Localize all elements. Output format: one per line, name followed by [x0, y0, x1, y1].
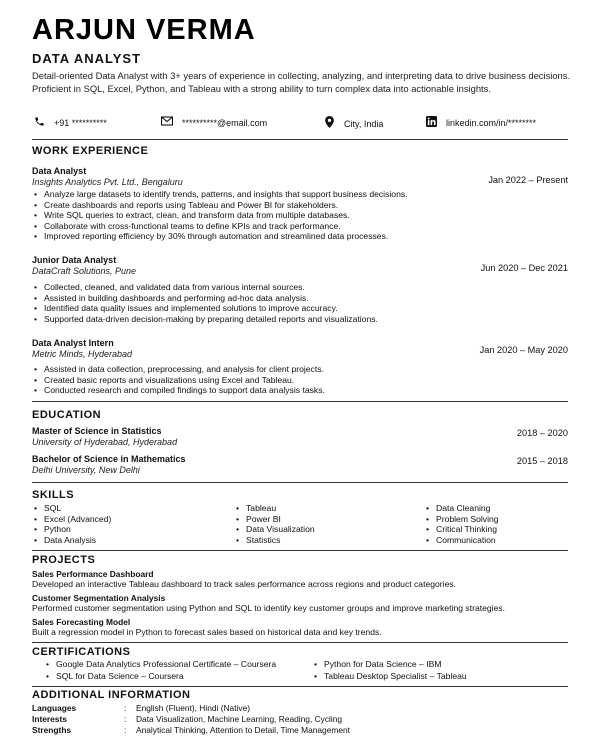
- list-item: • Conducted research and compiled findings to support data analysis tasks.: [32, 385, 552, 396]
- skill-item: • Excel (Advanced): [32, 514, 111, 525]
- info-row-interests: [32, 714, 568, 725]
- project-description: Developed an interactive Tableau dashboard to track sales performance across regions and product categories.: [32, 579, 457, 589]
- section-title-education: EDUCATION: [32, 409, 102, 421]
- divider: [32, 642, 568, 643]
- job-bullets: [32, 189, 552, 242]
- certifications-column-1: [44, 659, 276, 682]
- certification-item: • SQL for Data Science – Coursera: [44, 671, 276, 683]
- contact-linkedin-text: linkedin.com/in/********: [446, 118, 537, 128]
- certification-item: • Tableau Desktop Specialist – Tableau: [312, 671, 467, 683]
- project-title: Sales Performance Dashboard: [32, 569, 154, 579]
- job-bullets: [32, 364, 552, 396]
- skill-item: • SQL: [32, 503, 111, 514]
- skills-column-2: [234, 503, 315, 545]
- info-value: Data Visualization, Machine Learning, Reading, Cycling: [136, 714, 343, 724]
- list-item: • Write SQL queries to extract, clean, and transform data from multiple databases.: [32, 210, 552, 221]
- skill-item: • Data Cleaning: [424, 503, 499, 514]
- job-dates: Jan 2022 – Present: [488, 175, 568, 185]
- skill-item: • Critical Thinking: [424, 524, 499, 535]
- education-dates: 2015 – 2018: [516, 456, 568, 466]
- info-value: Analytical Thinking, Attention to Detail, Time Management: [136, 725, 350, 735]
- job-title: Junior Data Analyst: [32, 255, 117, 265]
- info-label: Strengths: [32, 725, 72, 735]
- job-company: DataCraft Solutions, Pune: [32, 266, 137, 276]
- job-title: Data Analyst Intern: [32, 338, 114, 348]
- certification-item: • Python for Data Science – IBM: [312, 659, 467, 671]
- contact-bar: [32, 116, 568, 132]
- skill-item: • Data Analysis: [32, 535, 111, 546]
- contact-email[interactable]: [160, 116, 267, 129]
- job-title-header: DATA ANALYST: [32, 51, 142, 66]
- project-title: Sales Forecasting Model: [32, 617, 131, 627]
- job-bullets: [32, 282, 552, 324]
- list-item: • Collected, cleaned, and validated data from various internal sources.: [32, 282, 552, 293]
- linkedin-icon: [424, 116, 438, 130]
- school-name: University of Hyderabad, Hyderabad: [32, 437, 178, 447]
- job-dates: Jun 2020 – Dec 2021: [480, 263, 568, 273]
- job-dates: Jan 2020 – May 2020: [479, 345, 568, 355]
- divider: [32, 686, 568, 687]
- section-title-certifications: CERTIFICATIONS: [32, 646, 131, 658]
- skill-item: • Tableau: [234, 503, 315, 514]
- info-colon: :: [124, 703, 127, 713]
- education-dates: 2018 – 2020: [516, 428, 568, 438]
- section-title-additional: ADDITIONAL INFORMATION: [32, 689, 191, 701]
- email-icon: [160, 116, 174, 129]
- skill-item: • Communication: [424, 535, 499, 546]
- info-label: Languages: [32, 703, 77, 713]
- contact-location: [322, 116, 383, 131]
- contact-email-text: **********@email.com: [182, 117, 268, 128]
- info-colon: :: [124, 714, 127, 724]
- job-company: Metric Minds, Hyderabad: [32, 349, 133, 359]
- section-title-skills: SKILLS: [32, 489, 75, 501]
- candidate-name: ARJUN VERMA: [32, 14, 256, 46]
- section-title-experience: WORK EXPERIENCE: [32, 145, 149, 157]
- degree-title: Master of Science in Statistics: [32, 426, 162, 436]
- list-item: • Collaborate with cross-functional teams to define KPIs and track performance.: [32, 221, 552, 232]
- degree-title: Bachelor of Science in Mathematics: [32, 454, 186, 464]
- project-description: Performed customer segmentation using Python and SQL to identify key customer groups and improve marketing strategies.: [32, 603, 506, 613]
- skill-item: • Problem Solving: [424, 514, 499, 525]
- info-row-strengths: [32, 725, 568, 736]
- list-item: • Supported data-driven decision-making by preparing detailed reports and visualizations.: [32, 314, 552, 325]
- job-company: Insights Analytics Pvt. Ltd., Bengaluru: [32, 177, 183, 187]
- divider: [32, 401, 568, 402]
- divider: [32, 550, 568, 551]
- skill-item: • Python: [32, 524, 111, 535]
- contact-linkedin[interactable]: [424, 116, 536, 130]
- project-title: Customer Segmentation Analysis: [32, 593, 166, 603]
- info-colon: :: [124, 725, 127, 735]
- contact-phone-text: +91 **********: [54, 118, 107, 128]
- info-row-languages: [32, 703, 568, 714]
- list-item: • Create dashboards and reports using Tableau and Power BI for stakeholders.: [32, 200, 552, 211]
- list-item: • Assisted in data collection, preprocessing, and analysis for client projects.: [32, 364, 552, 375]
- info-label: Interests: [32, 714, 67, 724]
- location-pin-icon: [322, 116, 336, 131]
- contact-location-text: City, India: [344, 118, 384, 129]
- skill-item: • Data Visualization: [234, 524, 315, 535]
- certifications-column-2: [312, 659, 467, 682]
- job-title: Data Analyst: [32, 166, 87, 176]
- info-value: English (Fluent), Hindi (Native): [136, 703, 251, 713]
- school-name: Delhi University, New Delhi: [32, 465, 140, 475]
- project-description: Built a regression model in Python to forecast sales based on historical data and key trends.: [32, 627, 382, 637]
- list-item: • Created basic reports and visualizations using Excel and Tableau.: [32, 375, 552, 386]
- section-title-projects: PROJECTS: [32, 554, 96, 566]
- list-item: • Assisted in building dashboards and performing ad-hoc data analysis.: [32, 293, 552, 304]
- list-item: • Analyze large datasets to identify trends, patterns, and insights that support business decisions.: [32, 189, 552, 200]
- skill-item: • Statistics: [234, 535, 315, 546]
- phone-icon: [32, 116, 46, 130]
- skills-column-3: [424, 503, 499, 545]
- list-item: • Identified data quality issues and implemented solutions to improve accuracy.: [32, 303, 552, 314]
- divider: [32, 139, 568, 140]
- certification-item: • Google Data Analytics Professional Certificate – Coursera: [44, 659, 276, 671]
- professional-summary: Detail-oriented Data Analyst with 3+ years of experience in collecting, analyzing, and interpreting data to drive business decisions. Proficient in SQL, Excel, Python, and Tableau with a strong ability to turn complex data into actionable insights.: [32, 70, 571, 94]
- divider: [32, 482, 568, 483]
- skills-column-1: [32, 503, 111, 545]
- skill-item: • Power BI: [234, 514, 315, 525]
- contact-phone: [32, 116, 107, 130]
- list-item: • Improved reporting efficiency by 30% through automation and streamlined data processes.: [32, 231, 552, 242]
